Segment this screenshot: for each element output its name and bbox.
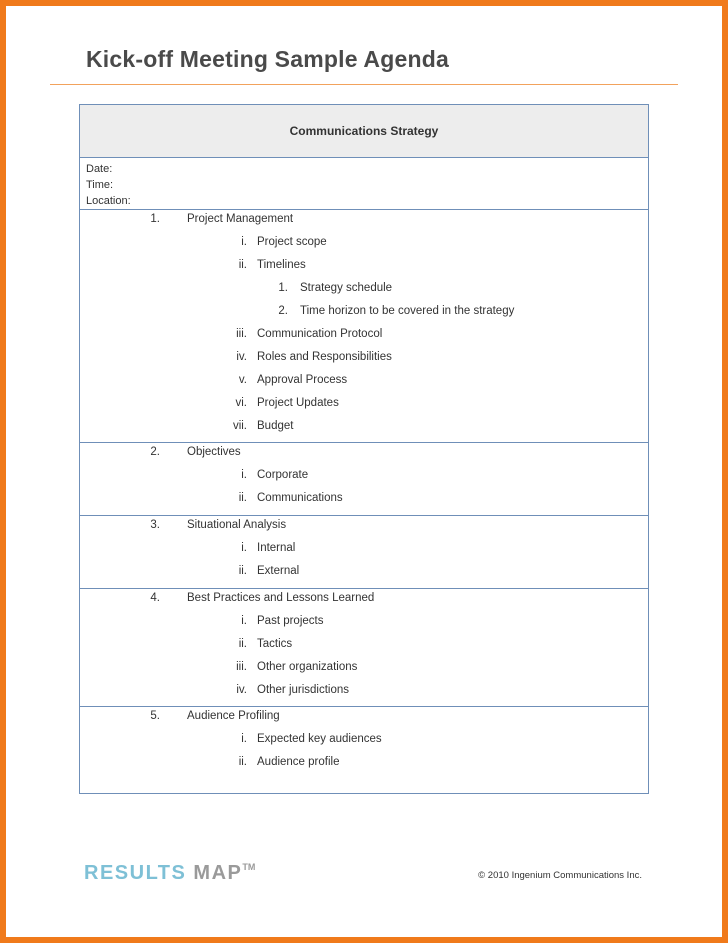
meeting-info xyxy=(80,158,648,210)
agenda-subitem: ii. Audience profile xyxy=(238,756,340,768)
agenda-item: 1. Project Management xyxy=(150,213,294,225)
agenda-subitem: vi. Project Updates xyxy=(235,397,339,409)
agenda-subitem: iv. Roles and Responsibilities xyxy=(236,351,392,363)
agenda-subitem: ii. Communications xyxy=(238,492,343,504)
agenda-subitem: i. Expected key audiences xyxy=(241,733,382,745)
title-divider xyxy=(50,84,678,85)
agenda-subitem: v. Approval Process xyxy=(238,374,348,386)
agenda-section-audience-profiling xyxy=(80,707,648,793)
agenda-subitem: iv. Other jurisdictions xyxy=(236,684,350,696)
agenda-section-project-management xyxy=(80,210,648,443)
logo-word-results: RESULTS xyxy=(84,862,187,884)
agenda-item: 3. Situational Analysis xyxy=(150,519,287,531)
agenda-item: 4. Best Practices and Lessons Learned xyxy=(150,592,375,604)
location-label: Location: xyxy=(86,195,131,207)
agenda-subitem: i. Corporate xyxy=(241,469,309,481)
agenda-subitem: ii. Tactics xyxy=(238,638,293,650)
results-map-logo xyxy=(84,862,255,885)
copyright-notice: © 2010 Ingenium Communications Inc. xyxy=(478,870,642,881)
agenda-subitem: ii. External xyxy=(238,565,300,577)
agenda-subitem: iii. Communication Protocol xyxy=(236,328,383,340)
agenda-subitem: i. Internal xyxy=(241,542,296,554)
agenda-table xyxy=(79,104,649,794)
agenda-subitem: iii. Other organizations xyxy=(236,661,358,673)
agenda-subitem: ii. Timelines xyxy=(238,259,306,271)
agenda-subsubitem: 2. Time horizon to be covered in the strategy xyxy=(278,305,515,317)
logo-trademark: TM xyxy=(242,862,256,872)
agenda-section-situational-analysis xyxy=(80,516,648,589)
time-label: Time: xyxy=(86,179,114,191)
agenda-subitem: i. Project scope xyxy=(241,236,327,248)
agenda-item: 2. Objectives xyxy=(150,446,241,458)
agenda-section-best-practices xyxy=(80,589,648,707)
agenda-header: Communications Strategy xyxy=(80,105,648,158)
agenda-section-objectives xyxy=(80,443,648,516)
agenda-subsubitem: 1. Strategy schedule xyxy=(278,282,393,294)
agenda-subitem: i. Past projects xyxy=(241,615,324,627)
agenda-item: 5. Audience Profiling xyxy=(150,710,280,722)
date-label: Date: xyxy=(86,163,113,175)
page-title: Kick-off Meeting Sample Agenda xyxy=(86,46,449,72)
agenda-subitem: vii. Budget xyxy=(232,420,294,432)
logo-word-map: MAP xyxy=(193,862,243,884)
